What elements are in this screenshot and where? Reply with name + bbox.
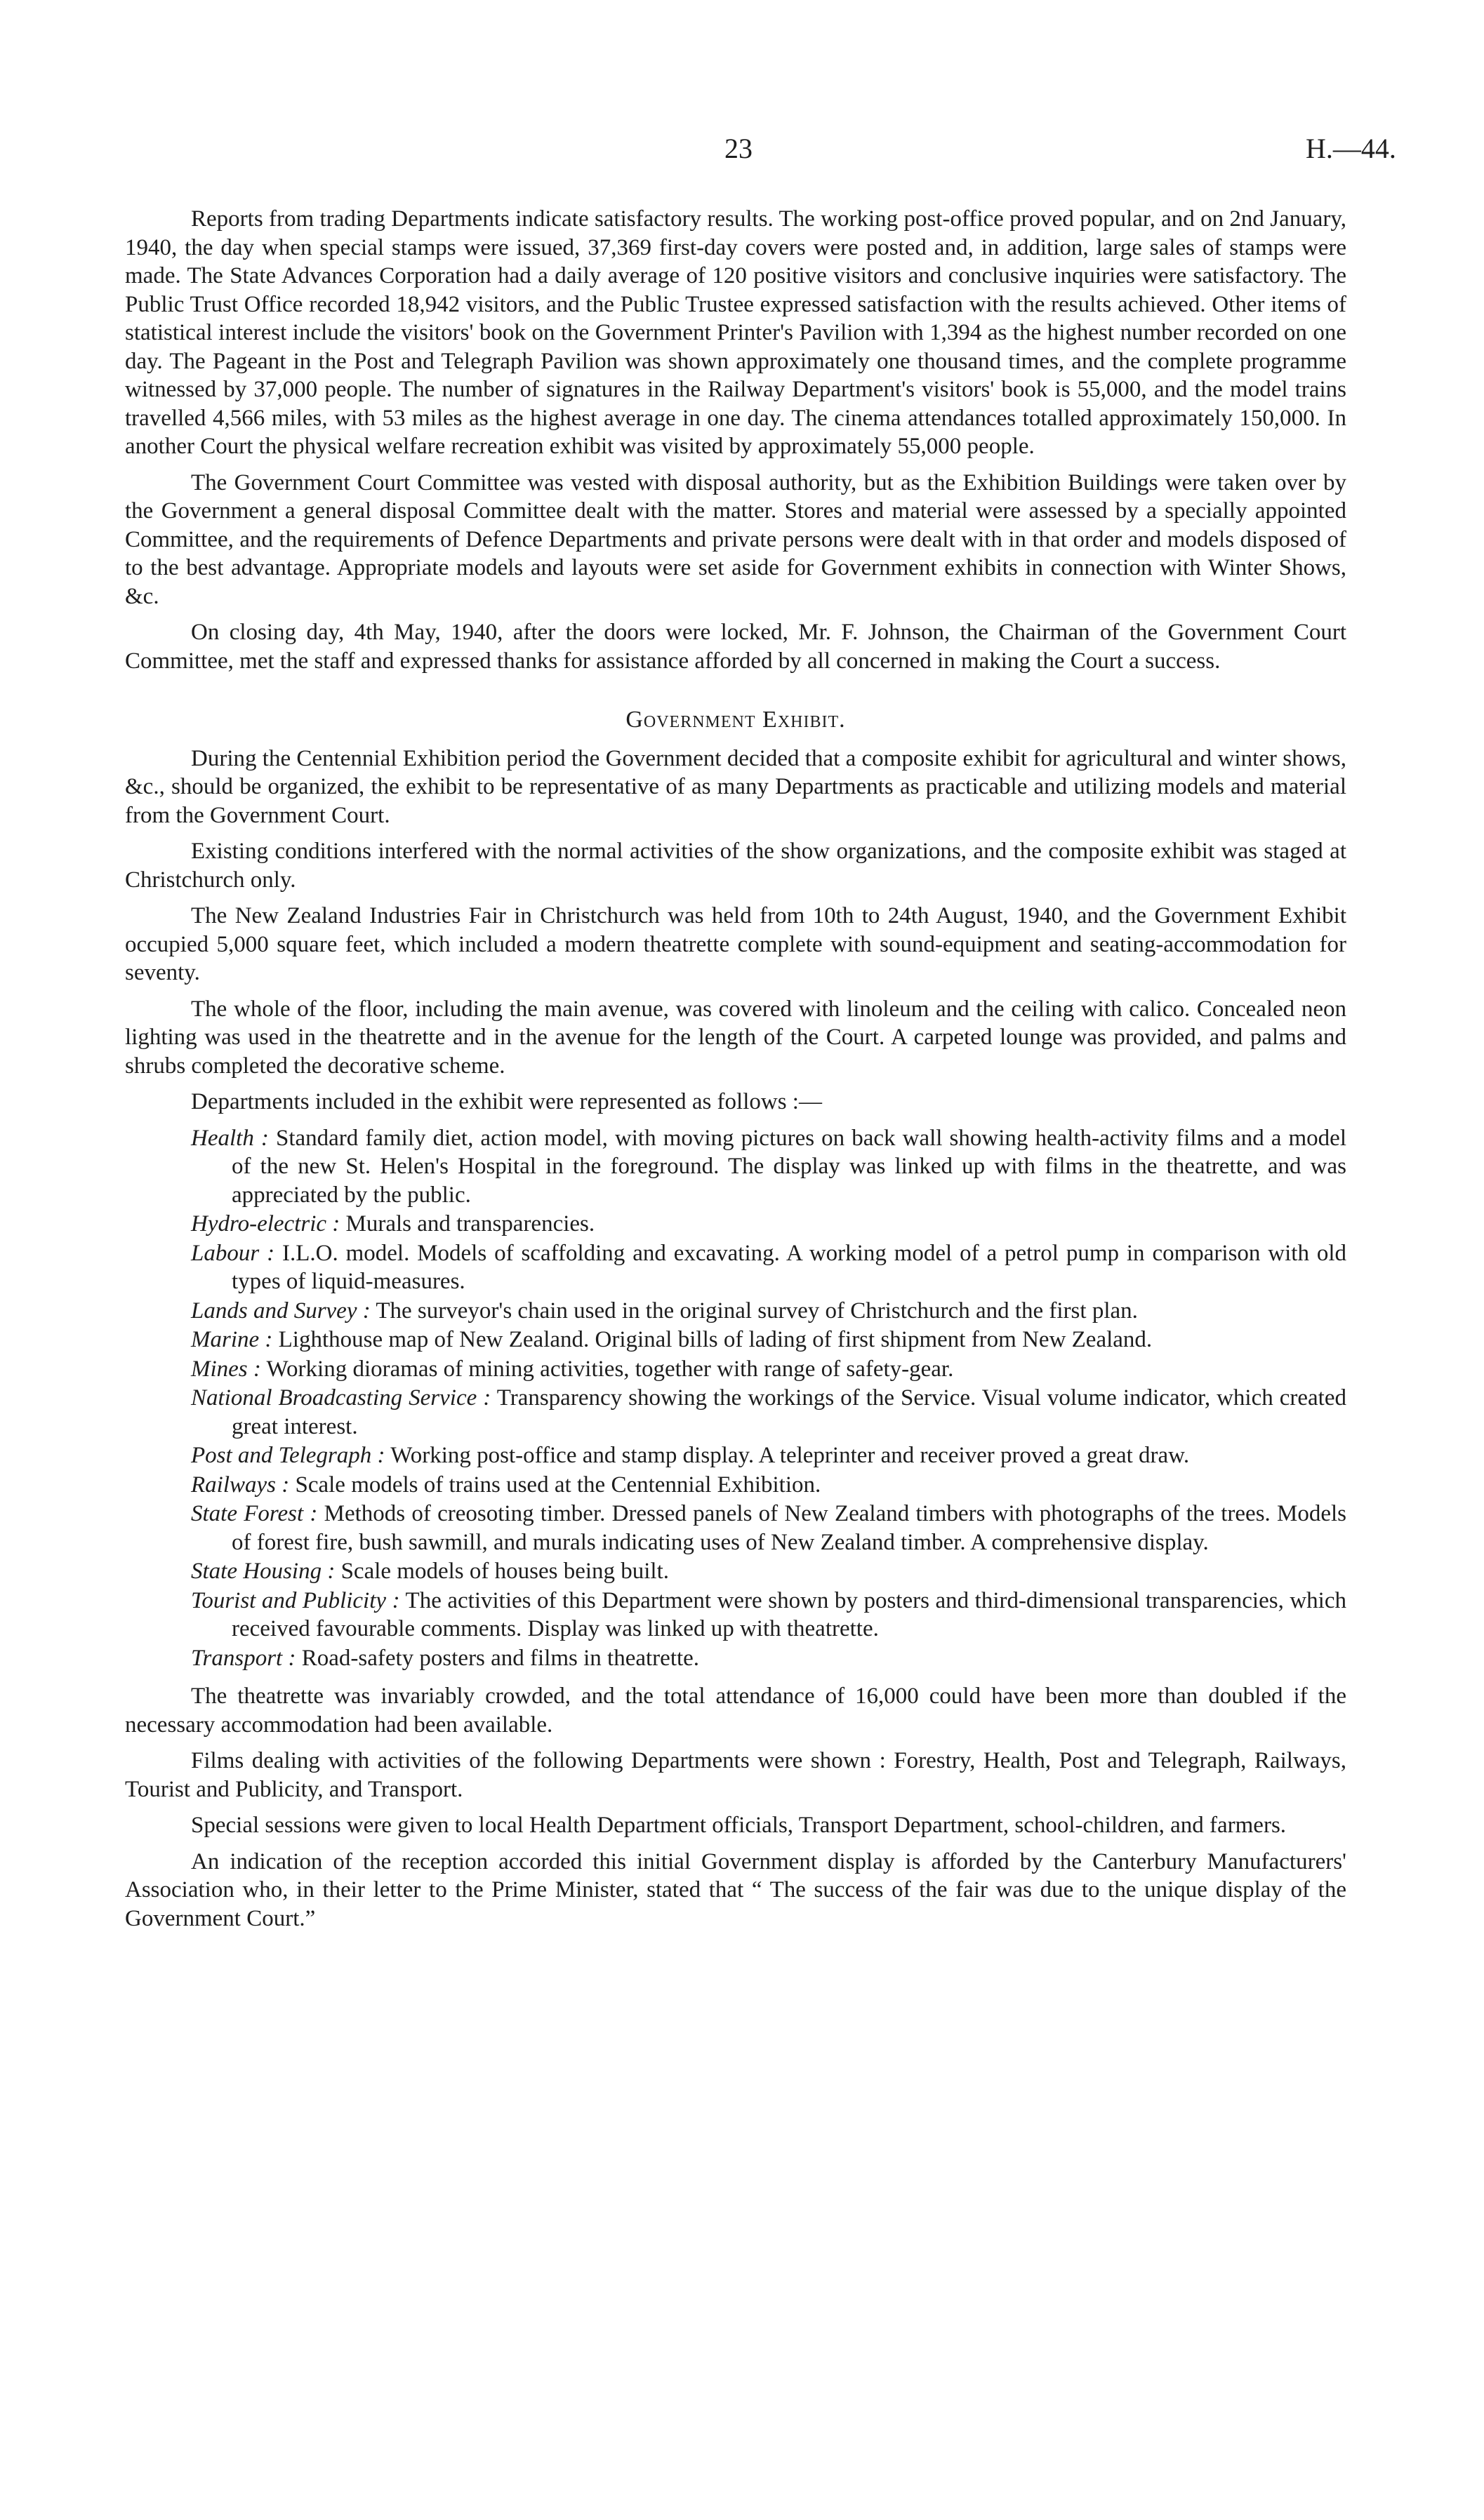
department-entry <box>125 1297 1346 1326</box>
paragraph-floor-and-lighting: The whole of the floor, including the main avenue, was covered with linoleum and the ceiling with calico. Concealed neon lighting was used in the theatrette and in the avenue for the length of the Court. A carpeted lounge was provided, and palms and shrubs completed the decorative scheme. <box>125 996 1346 1079</box>
paragraph-films-shown: Films dealing with activities of the following Departments were shown : Forestry, Health, Post and Telegraph, Railways, Tourist and Publicity, and Transport. <box>125 1748 1346 1802</box>
page-number: 23 <box>724 133 753 164</box>
paragraph-theatrette-attendance: The theatrette was invariably crowded, and the total attendance of 16,000 could have been more than doubled if the necessary accommodation had been available. <box>125 1684 1346 1738</box>
department-entry <box>125 1644 1346 1673</box>
department-description: The surveyor's chain used in the original survey of Christchurch and the first plan. <box>376 1298 1138 1324</box>
department-entry <box>125 1210 1346 1239</box>
department-entry <box>125 1500 1346 1556</box>
department-name: Tourist and Publicity : <box>191 1587 400 1613</box>
department-entry <box>125 1441 1346 1470</box>
department-entry <box>125 1355 1346 1384</box>
department-entry <box>125 1124 1346 1210</box>
department-description: I.L.O. model. Models of scaffolding and excavating. A working model of a petrol pump in comparison with old types of liquid-measures. <box>232 1240 1347 1294</box>
department-description: Standard family diet, action model, with moving pictures on back wall showing health-activity films and a model of the new St. Helen's Hospital in the foreground. The display was linked up with films in the theatrette, and was appreciated by the public. <box>232 1125 1346 1208</box>
department-name: Marine : <box>191 1327 273 1352</box>
department-description: Scale models of trains used at the Centennial Exhibition. <box>295 1472 821 1498</box>
department-name: National Broadcasting Service : <box>191 1385 491 1411</box>
department-name: Railways : <box>191 1472 290 1498</box>
department-name: Post and Telegraph : <box>191 1443 385 1468</box>
department-description: Road-safety posters and films in theatrette. <box>301 1645 700 1671</box>
paragraph-special-sessions: Special sessions were given to local Health Department officials, Transport Department, school-children, and farmers. <box>191 1813 1287 1838</box>
department-description: Working dioramas of mining activities, together with range of safety-gear. <box>266 1356 954 1382</box>
department-description: Methods of creosoting timber. Dressed panels of New Zealand timbers with photographs of the trees. Models of forest fire, bush sawmill, and murals indicating uses of New Zealand timber. A comprehensive display. <box>232 1501 1347 1555</box>
document-code: H.—44. <box>1306 133 1396 164</box>
department-description: Lighthouse map of New Zealand. Original bills of lading of first shipment from New Zealand. <box>278 1327 1153 1352</box>
paragraph-disposal-authority: The Government Court Committee was vested with disposal authority, but as the Exhibition Buildings were taken over by the Government a general disposal Committee dealt with the matter. Stores and material were assessed by a specially appointed Committee, and the requirements of Defence Departments and private persons were dealt with in that order and models disposed of to the best advantage. Appropriate models and layouts were set aside for Government exhibits in connection with Winter Shows, &c. <box>125 469 1346 609</box>
paragraph-existing-conditions: Existing conditions interfered with the normal activities of the show organizations, and the composite exhibit was staged at Christchurch only. <box>125 839 1346 893</box>
department-description: Scale models of houses being built. <box>340 1559 670 1584</box>
department-name: Health : <box>191 1125 269 1151</box>
department-name: Hydro-electric : <box>191 1211 340 1236</box>
paragraph-reception: An indication of the reception accorded this initial Government display is afforded by the Canterbury Manufacturers' Association who, in their letter to the Prime Minister, stated that “ The success of the fair was due to the unique display of the Government Court.” <box>125 1848 1346 1931</box>
page-body <box>125 205 1346 1940</box>
department-entry <box>125 1384 1346 1441</box>
department-description: Working post-office and stamp display. A teleprinter and receiver proved a great draw. <box>390 1443 1190 1468</box>
department-entry <box>125 1471 1346 1500</box>
paragraph-composite-exhibit: During the Centennial Exhibition period the Government decided that a composite exhibit for agricultural and winter shows, &c., should be organized, the exhibit to be representative of as many Departments as practicable and utilizing models and material from the Government Court. <box>125 745 1346 828</box>
paragraph-closing-day: On closing day, 4th May, 1940, after the doors were locked, Mr. F. Johnson, the Chairman of the Government Court Committee, met the staff and expressed thanks for assistance afforded by all concerned in making the Court a success. <box>125 620 1346 674</box>
department-name: Transport : <box>191 1645 296 1671</box>
department-name: State Housing : <box>191 1559 336 1584</box>
department-description: The activities of this Department were shown by posters and third-dimensional transparencies, which received favourable comments. Display was linked up with theatrette. <box>232 1587 1347 1641</box>
departments-list <box>125 1124 1346 1673</box>
department-description: Transparency showing the workings of the Service. Visual volume indicator, which created great interest. <box>232 1385 1346 1439</box>
department-entry <box>125 1326 1346 1354</box>
department-entry <box>125 1239 1346 1296</box>
department-name: Lands and Survey : <box>191 1298 371 1324</box>
section-heading: Government Exhibit. <box>625 707 846 733</box>
department-name: State Forest : <box>191 1501 318 1526</box>
department-entry <box>125 1557 1346 1586</box>
department-name: Labour : <box>191 1240 275 1266</box>
department-name: Mines : <box>191 1356 261 1382</box>
department-description: Murals and transparencies. <box>345 1211 595 1236</box>
paragraph-trading-reports: Reports from trading Departments indicate satisfactory results. The working post-office proved popular, and on 2nd January, 1940, the day when special stamps were issued, 37,369 first-day covers were posted and, in addition, large sales of stamps were made. The State Advances Corporation had a daily average of 120 positive visitors and conclusive inquiries were satisfactory. The Public Trust Office recorded 18,942 visitors, and the Public Trustee expressed satisfaction with the results achieved. Other items of statistical interest include the visitors' book on the Government Printer's Pavilion with 1,394 as the highest number recorded on one day. The Pageant in the Post and Telegraph Pavilion was shown approximately one thousand times, and the complete programme witnessed by 37,000 people. The number of signatures in the Railway Department's visitors' book is 55,000, and the model trains travelled 4,566 miles, with 53 miles as the highest average in one day. The cinema attendances totalled approximately 150,000. In another Court the physical welfare recreation exhibit was visited by approximately 55,000 people. <box>125 206 1346 459</box>
paragraph-departments-intro: Departments included in the exhibit were represented as follows :— <box>191 1089 822 1114</box>
paragraph-industries-fair: The New Zealand Industries Fair in Christchurch was held from 10th to 24th August, 1940, and the Government Exhibit occupied 5,000 square feet, which included a modern theatrette complete with sound-equipment and seating-accommodation for seventy. <box>125 903 1346 985</box>
department-entry <box>125 1587 1346 1644</box>
